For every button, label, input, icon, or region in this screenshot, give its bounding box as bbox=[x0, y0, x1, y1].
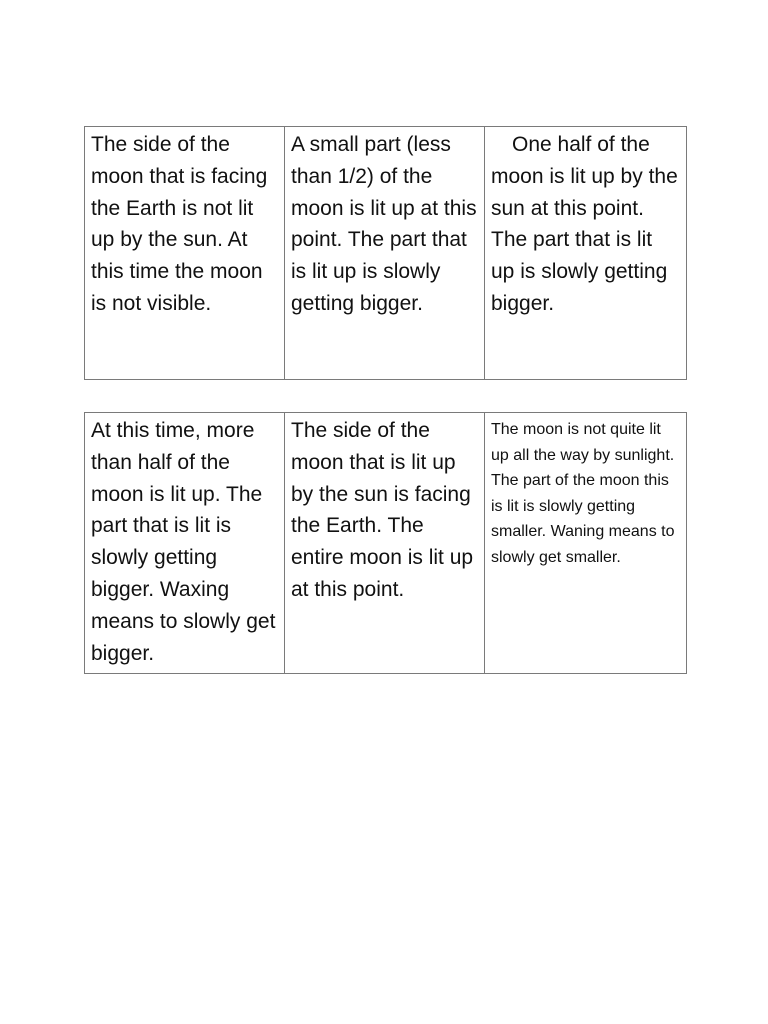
card-cell: At this time, more than half of the moon is lit up. The part that is lit is slowly getting bigger. Waxing means to slowly get bigger. bbox=[85, 413, 285, 674]
card-cell: A small part (less than 1/2) of the moon is lit up at this point. The part that is lit up is slowly getting bigger. bbox=[285, 127, 485, 380]
card-cell: One half of the moon is lit up by the sun at this point. The part that is lit up is slowly getting bigger. bbox=[485, 127, 687, 380]
card-row bbox=[85, 413, 687, 674]
moon-phase-card-table-top bbox=[84, 126, 687, 380]
card-cell: The moon is not quite lit up all the way by sunlight. The part of the moon this is lit is slowly getting smaller. Waning means to slowly get smaller. bbox=[485, 413, 687, 674]
moon-phase-card-table-bottom bbox=[84, 412, 687, 674]
card-row bbox=[85, 127, 687, 380]
card-cell: The side of the moon that is lit up by the sun is facing the Earth. The entire moon is lit up at this point. bbox=[285, 413, 485, 674]
card-cell: The side of the moon that is facing the Earth is not lit up by the sun. At this time the moon is not visible. bbox=[85, 127, 285, 380]
